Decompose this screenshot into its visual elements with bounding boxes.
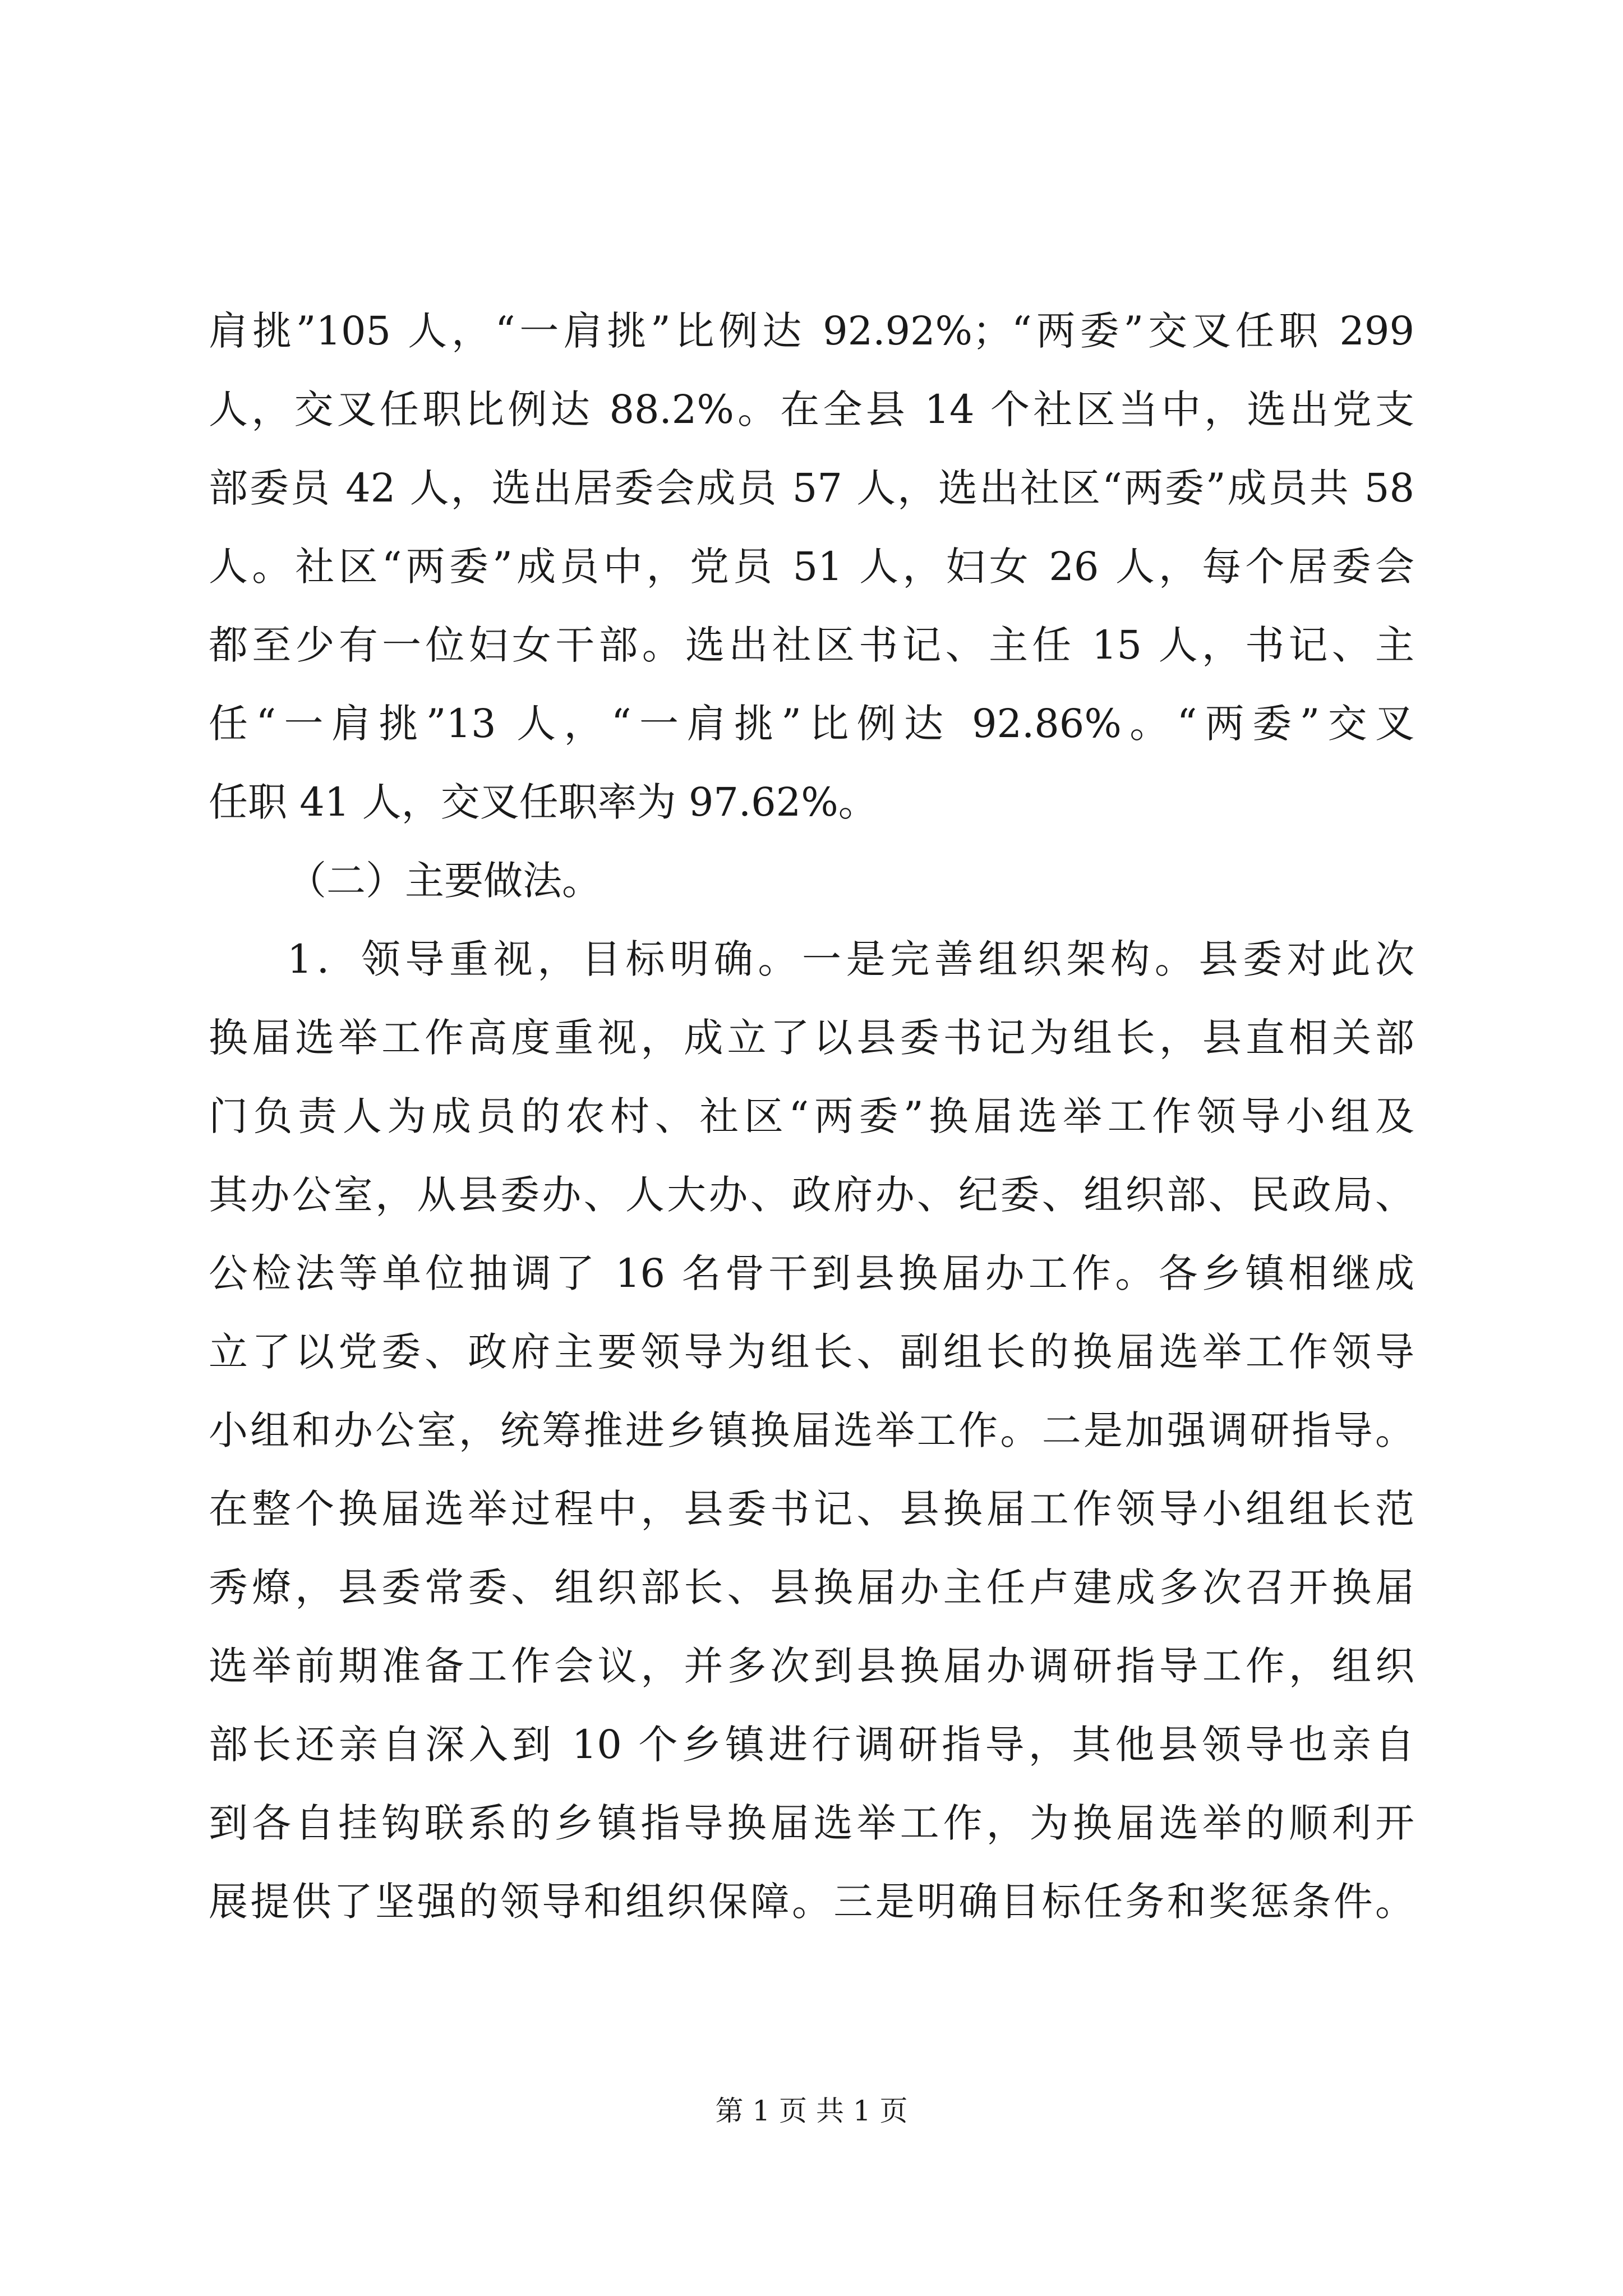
text-line: 任“一肩挑”13 人，“一肩挑”比例达 92.86%。“两委”交叉 bbox=[209, 701, 1414, 747]
text-line: 人，交叉任职比例达 88.2%。在全县 14 个社区当中，选出党支 bbox=[209, 386, 1414, 432]
text-line: 选举前期准备工作会议，并多次到县换届办调研指导工作，组织 bbox=[209, 1643, 1414, 1689]
text-line: 公检法等单位抽调了 16 名骨干到县换届办工作。各乡镇相继成 bbox=[209, 1250, 1414, 1296]
text-line: 部长还亲自深入到 10 个乡镇进行调研指导，其他县领导也亲自 bbox=[209, 1722, 1414, 1768]
text-line: 人。社区“两委”成员中，党员 51 人，妇女 26 人，每个居委会 bbox=[209, 544, 1414, 590]
text-line: 肩挑”105 人，“一肩挑”比例达 92.92%；“两委”交叉任职 299 bbox=[209, 308, 1414, 354]
text-line: 立了以党委、政府主要领导为组长、副组长的换届选举工作领导 bbox=[209, 1329, 1414, 1375]
text-line: 1．领导重视，目标明确。一是完善组织架构。县委对此次 bbox=[287, 936, 1414, 982]
text-line: 秀燎，县委常委、组织部长、县换届办主任卢建成多次召开换届 bbox=[209, 1565, 1414, 1611]
text-line: 在整个换届选举过程中，县委书记、县换届工作领导小组组长范 bbox=[209, 1486, 1414, 1532]
text-line: 其办公室，从县委办、人大办、政府办、纪委、组织部、民政局、 bbox=[209, 1172, 1414, 1218]
section-heading: （二）主要做法。 bbox=[287, 858, 601, 904]
text-line: 展提供了坚强的领导和组织保障。三是明确目标任务和奖惩条件。 bbox=[209, 1879, 1414, 1925]
text-line: 任职 41 人，交叉任职率为 97.62%。 bbox=[209, 779, 878, 825]
page-number-footer: 第 1 页 共 1 页 bbox=[715, 2095, 908, 2127]
text-line: 换届选举工作高度重视，成立了以县委书记为组长，县直相关部 bbox=[209, 1015, 1414, 1061]
text-line: 都至少有一位妇女干部。选出社区书记、主任 15 人，书记、主 bbox=[209, 622, 1414, 668]
text-line: 到各自挂钩联系的乡镇指导换届选举工作，为换届选举的顺利开 bbox=[209, 1800, 1414, 1846]
text-line: 部委员 42 人，选出居委会成员 57 人，选出社区“两委”成员共 58 bbox=[209, 465, 1414, 511]
text-line: 小组和办公室，统筹推进乡镇换届选举工作。二是加强调研指导。 bbox=[209, 1407, 1414, 1453]
body-text bbox=[209, 292, 1414, 1941]
text-line: 门负责人为成员的农村、社区“两委”换届选举工作领导小组及 bbox=[209, 1093, 1414, 1139]
